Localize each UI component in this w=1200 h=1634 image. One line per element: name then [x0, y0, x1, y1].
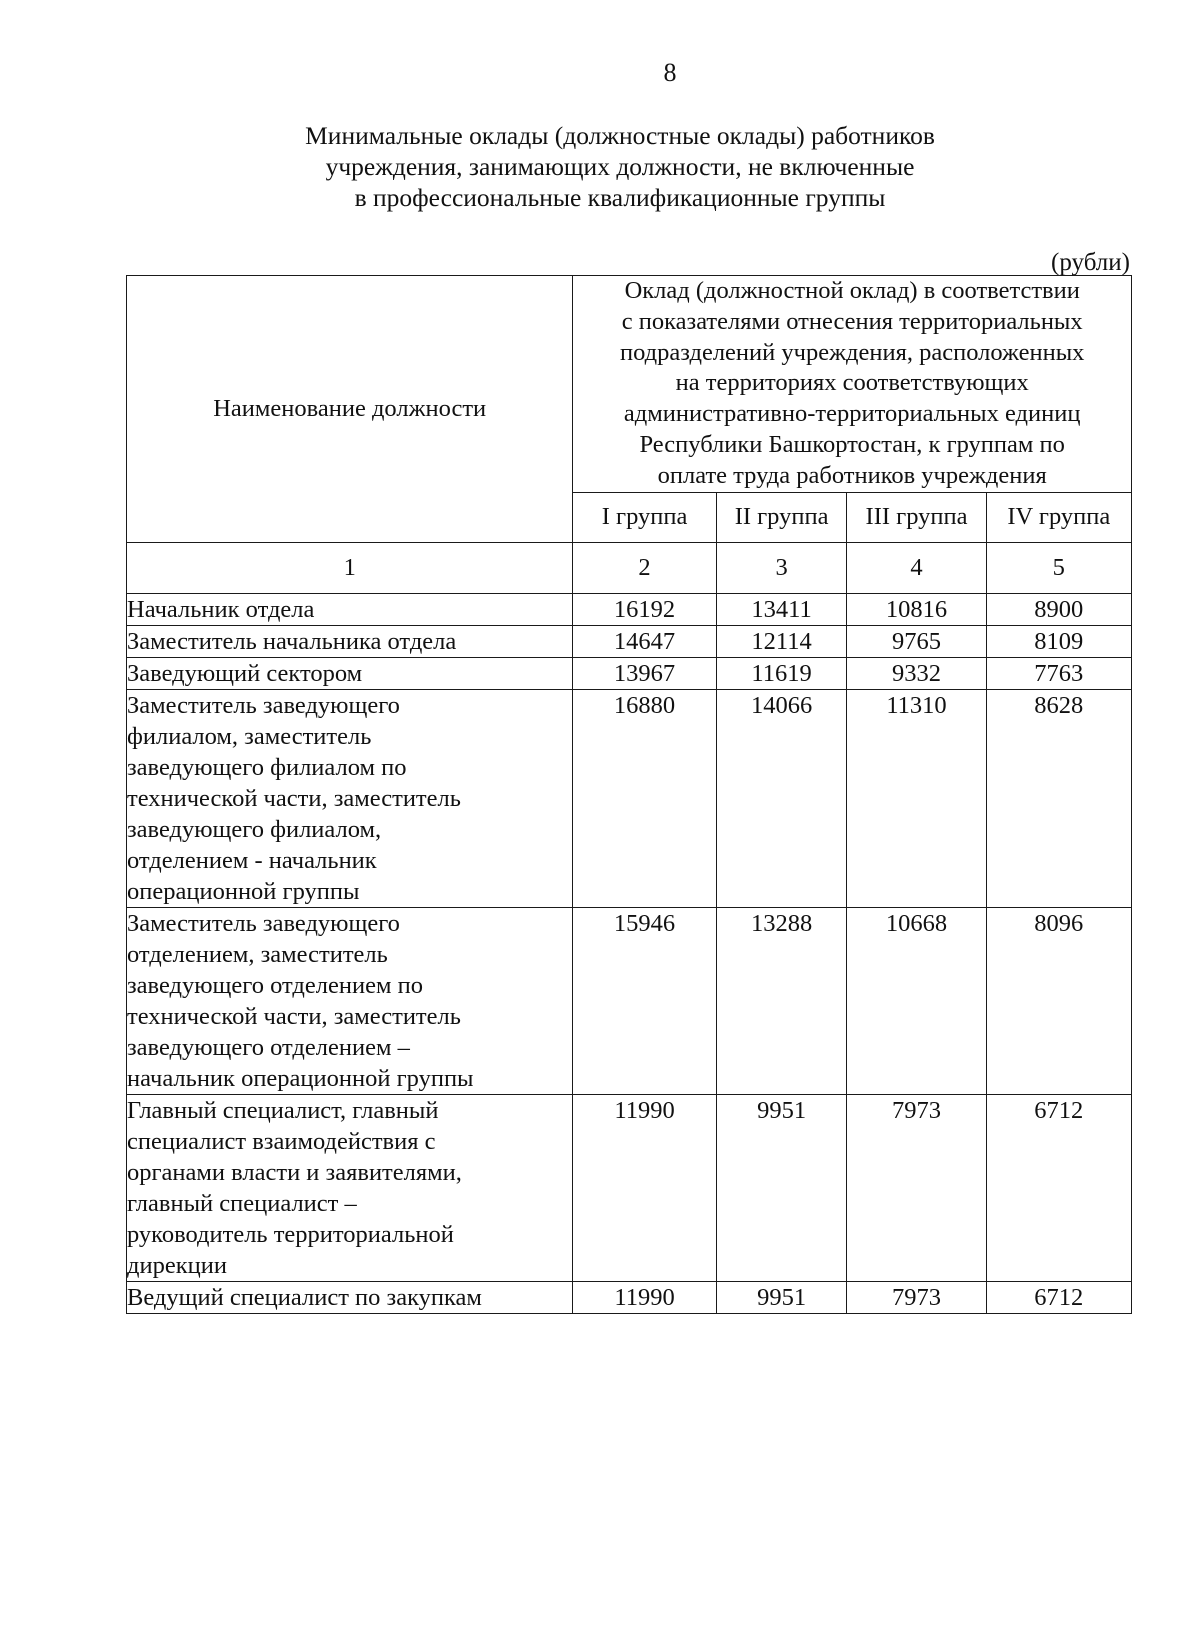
salary-value: 12114 [716, 625, 847, 657]
salary-value: 8109 [986, 625, 1131, 657]
position-name [127, 625, 573, 657]
header-line: административно-территориальных единиц [623, 400, 1081, 428]
salary-value: 11990 [573, 1094, 716, 1281]
table-row [127, 625, 1132, 657]
document-title [220, 120, 1020, 213]
salary-value: 11310 [847, 689, 986, 907]
position-name [127, 1094, 573, 1281]
title-line: Минимальные оклады (должностные оклады) работников [305, 121, 935, 150]
header-group-1: I группа [573, 492, 716, 542]
salary-table [126, 275, 1132, 1314]
column-number: 3 [716, 542, 847, 593]
header-line: на территориях соответствующих [675, 369, 1029, 397]
position-name-line: заведующего филиалом по [127, 753, 407, 781]
page-number: 8 [663, 58, 677, 87]
position-name-line: руководитель территориальной [127, 1220, 454, 1248]
salary-value: 14066 [716, 689, 847, 907]
position-name [127, 907, 573, 1094]
header-group-4: IV группа [986, 492, 1131, 542]
title-line: в профессиональные квалификационные группы [354, 183, 886, 212]
salary-value: 6712 [986, 1281, 1131, 1313]
table-row [127, 593, 1132, 625]
header-salary-groups [573, 276, 1132, 493]
salary-value: 9765 [847, 625, 986, 657]
header-line: оплате труда работников учреждения [657, 461, 1047, 489]
column-number-row [127, 542, 1132, 593]
salary-value: 8628 [986, 689, 1131, 907]
salary-value: 8900 [986, 593, 1131, 625]
column-number: 1 [127, 542, 573, 593]
position-name-line: специалист взаимодействия с [127, 1127, 436, 1155]
position-name-line: органами власти и заявителями, [127, 1158, 462, 1186]
salary-value: 13411 [716, 593, 847, 625]
table-row [127, 689, 1132, 907]
position-name-line: Заместитель заведующего [127, 909, 400, 937]
position-name-line: отделением - начальник [127, 846, 377, 874]
position-name-line: операционной группы [127, 877, 360, 905]
header-group-2: II группа [716, 492, 847, 542]
position-name [127, 1281, 573, 1313]
salary-value: 7973 [847, 1281, 986, 1313]
position-name-line: заведующего отделением по [127, 971, 423, 999]
table-row [127, 1094, 1132, 1281]
position-name [127, 689, 573, 907]
salary-value: 11619 [716, 657, 847, 689]
position-name-line: заведующего отделением – [127, 1033, 410, 1061]
salary-value: 13967 [573, 657, 716, 689]
salary-value: 7973 [847, 1094, 986, 1281]
salary-value: 14647 [573, 625, 716, 657]
header-position-name: Наименование должности [127, 276, 573, 543]
salary-value: 7763 [986, 657, 1131, 689]
salary-value: 13288 [716, 907, 847, 1094]
salary-value: 9951 [716, 1094, 847, 1281]
position-name-line: Ведущий специалист по закупкам [127, 1283, 482, 1311]
position-name-line: Начальник отдела [127, 595, 315, 623]
position-name-line: начальник операционной группы [127, 1064, 474, 1092]
unit-note: (рубли) [1051, 249, 1130, 276]
position-name-line: Главный специалист, главный [127, 1096, 439, 1124]
salary-value: 9951 [716, 1281, 847, 1313]
position-name [127, 593, 573, 625]
header-group-3: III группа [847, 492, 986, 542]
position-name-line: филиалом, заместитель [127, 722, 372, 750]
position-name-line: отделением, заместитель [127, 940, 388, 968]
position-name-line: Заведующий сектором [127, 659, 363, 687]
position-name [127, 657, 573, 689]
column-number: 2 [573, 542, 716, 593]
position-name-line: главный специалист – [127, 1189, 357, 1217]
salary-value: 6712 [986, 1094, 1131, 1281]
title-line: учреждения, занимающих должности, не включенные [325, 152, 915, 181]
salary-value: 15946 [573, 907, 716, 1094]
salary-value: 11990 [573, 1281, 716, 1313]
header-line: с показателями отнесения территориальных [621, 307, 1083, 335]
header-line: Республики Башкортостан, к группам по [639, 430, 1065, 458]
salary-value: 8096 [986, 907, 1131, 1094]
salary-value: 9332 [847, 657, 986, 689]
header-line: Оклад (должностной оклад) в соответствии [624, 277, 1080, 304]
position-name-line: дирекции [127, 1251, 227, 1279]
salary-value: 16880 [573, 689, 716, 907]
table-row [127, 1281, 1132, 1313]
salary-value: 10816 [847, 593, 986, 625]
table-row [127, 657, 1132, 689]
salary-value: 16192 [573, 593, 716, 625]
position-name-line: Заместитель начальника отдела [127, 627, 457, 655]
column-number: 4 [847, 542, 986, 593]
salary-value: 10668 [847, 907, 986, 1094]
header-line: подразделений учреждения, расположенных [620, 338, 1085, 366]
position-name-line: заведующего филиалом, [127, 815, 382, 843]
position-name-line: технической части, заместитель [127, 1002, 461, 1030]
column-number: 5 [986, 542, 1131, 593]
position-name-line: технической части, заместитель [127, 784, 461, 812]
table-row [127, 907, 1132, 1094]
position-name-line: Заместитель заведующего [127, 691, 400, 719]
